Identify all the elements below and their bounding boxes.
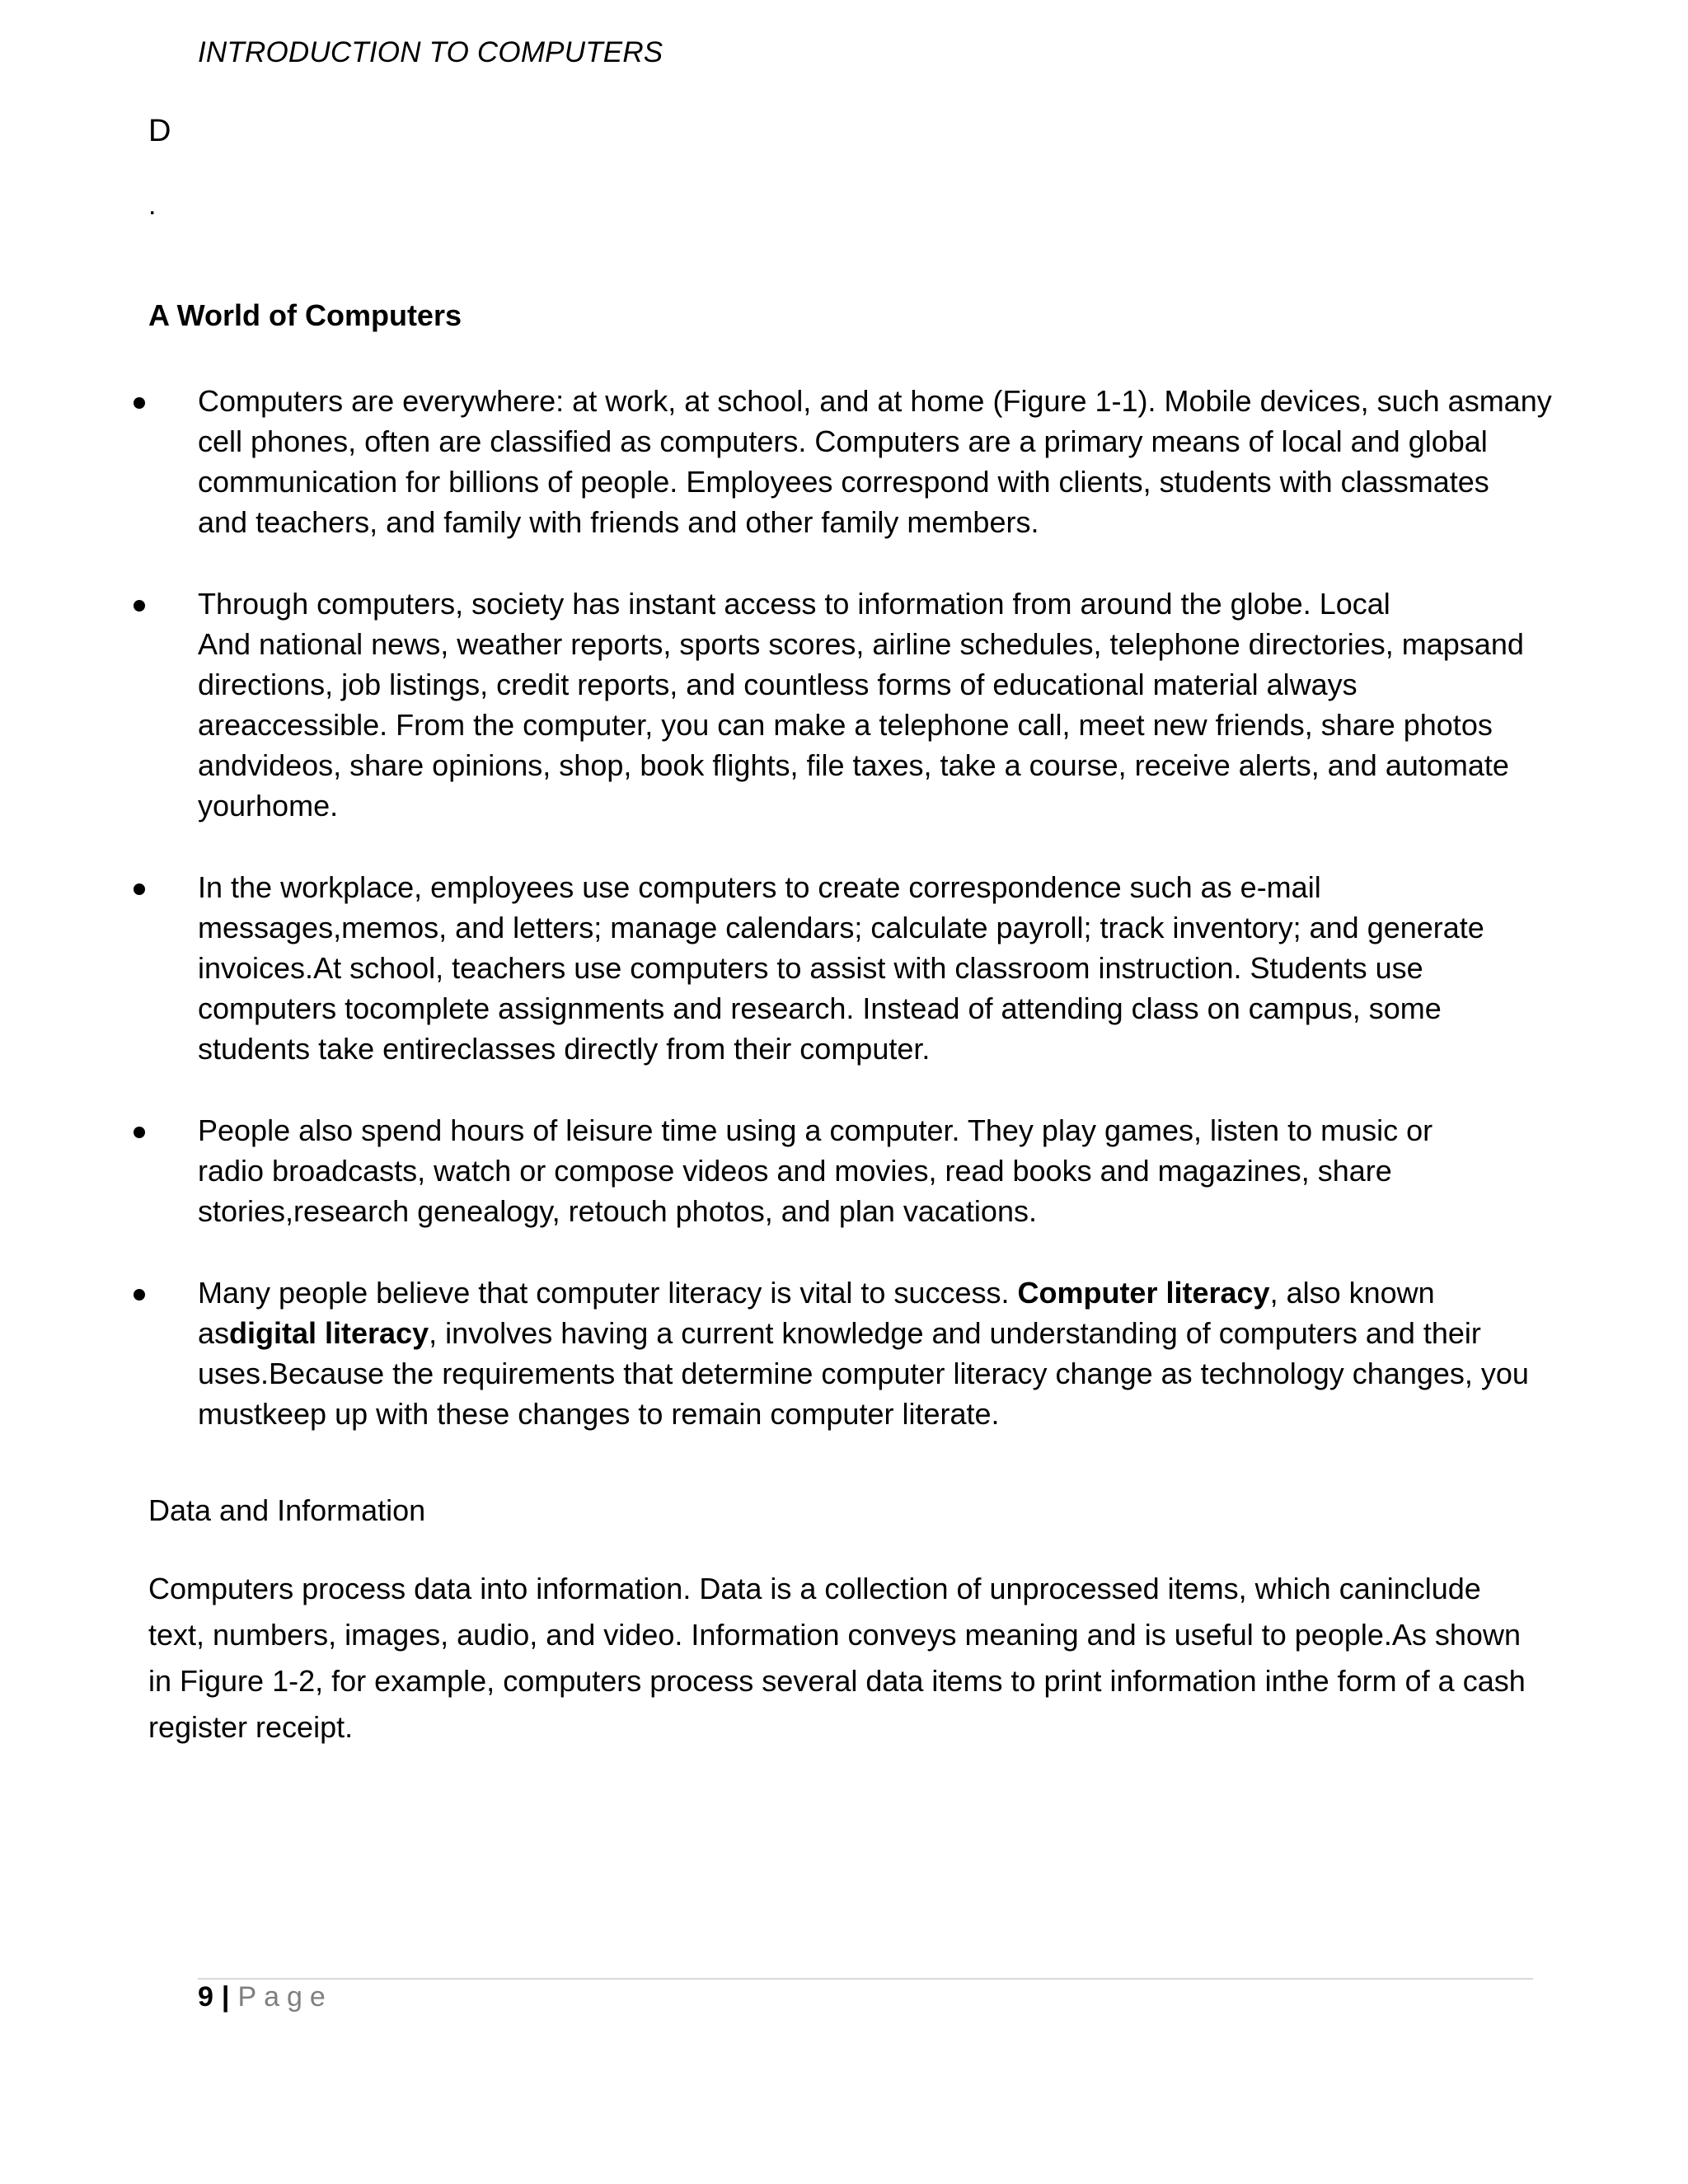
bullet-line (198, 664, 1574, 705)
text-run: Through computers, society has instant access to information from around the globe. Local (198, 587, 1390, 621)
bullet-line (198, 745, 1574, 785)
page-label: Page (237, 1981, 333, 2013)
paragraph-line: in Figure 1-2, for example, computers process several data items to print information inthe form of a cash (148, 1664, 1526, 1698)
text-run: messages,memos, and letters; manage calendars; calculate payroll; track inventory; and generate (198, 911, 1484, 944)
text-run: directions, job listings, credit reports, and countless forms of educational material always (198, 668, 1357, 701)
bullet-icon (134, 883, 145, 895)
paragraph-line: Computers process data into information. Data is a collection of unprocessed items, which caninclude (148, 1572, 1481, 1605)
bullet-icon (134, 1127, 145, 1138)
data-information-heading: Data and Information (148, 1493, 426, 1527)
paragraph-line: text, numbers, images, audio, and video. Information conveys meaning and is useful to people.As shown (148, 1618, 1521, 1652)
text-run: communication for billions of people. Employees correspond with clients, students with classmates (198, 465, 1489, 499)
bullet-line (198, 583, 1574, 624)
text-run: uses.Because the requirements that determine computer literacy change as technology changes, you (198, 1357, 1529, 1390)
bullet-item (0, 1272, 1574, 1434)
bullet-icon (134, 397, 145, 409)
bullet-line (198, 1313, 1574, 1353)
bullet-line (198, 785, 1574, 826)
text-run: invoices.At school, teachers use computers to assist with classroom instruction. Students use (198, 951, 1423, 985)
text-run: students take entireclasses directly from their computer. (198, 1032, 931, 1066)
text-run: And national news, weather reports, sports scores, airline schedules, telephone directories, mapsand (198, 627, 1524, 661)
bold-term: digital literacy (229, 1316, 429, 1350)
text-run: Many people believe that computer literacy is vital to success. (198, 1276, 1018, 1310)
bullet-line (198, 1029, 1574, 1069)
bullet-icon (134, 600, 145, 612)
bullet-line (198, 988, 1574, 1029)
section-heading: A World of Computers (148, 298, 462, 332)
text-run: yourhome. (198, 789, 339, 823)
text-run: cell phones, often are classified as computers. Computers are a primary means of local and global (198, 424, 1488, 458)
text-run: computers tocomplete assignments and research. Instead of attending class on campus, some (198, 991, 1442, 1025)
text-run: Computers are everywhere: at work, at school, and at home (Figure 1-1). Mobile devices, such asmany (198, 384, 1552, 418)
bullet-line (198, 1353, 1574, 1394)
bullet-line (198, 421, 1574, 462)
bullet-line (198, 502, 1574, 542)
bullet-line (198, 948, 1574, 988)
text-run: mustkeep up with these changes to remain computer literate. (198, 1397, 1000, 1431)
text-run: , also known (1269, 1276, 1435, 1310)
text-run: In the workplace, employees use computers to create correspondence such as e-mail (198, 870, 1321, 904)
footer-divider (198, 1978, 1533, 1980)
text-run: andvideos, share opinions, shop, book flights, file taxes, take a course, receive alerts, and automate (198, 748, 1509, 782)
text-run: radio broadcasts, watch or compose videos and movies, read books and magazines, share (198, 1154, 1392, 1188)
bullet-item (0, 381, 1574, 542)
bullet-line (198, 1272, 1574, 1313)
text-run: and teachers, and family with friends and other family members. (198, 505, 1039, 539)
text-run: as (198, 1316, 230, 1350)
footer-separator: | (221, 1981, 230, 2013)
bullet-item (0, 583, 1574, 826)
page-number: 9 (198, 1981, 213, 2013)
bullet-line (198, 462, 1574, 502)
bullet-line (198, 1191, 1574, 1231)
bullet-icon (134, 1289, 145, 1301)
bullet-line (198, 907, 1574, 948)
text-run: People also spend hours of leisure time using a computer. They play games, listen to music or (198, 1113, 1433, 1147)
bullet-line (198, 624, 1574, 664)
page-footer (198, 1981, 333, 2013)
stray-dot: . (148, 190, 157, 221)
bullet-line (198, 705, 1574, 745)
text-run: areaccessible. From the computer, you can make a telephone call, meet new friends, share photos (198, 708, 1493, 742)
bullet-item (0, 867, 1574, 1069)
bullet-line (198, 867, 1574, 907)
bullet-line (198, 381, 1574, 421)
text-run: , involves having a current knowledge and understanding of computers and their (429, 1316, 1481, 1350)
drop-letter: D (148, 114, 171, 148)
bullet-line (198, 1394, 1574, 1434)
paragraph-line: register receipt. (148, 1710, 354, 1744)
text-run: stories,research genealogy, retouch photos, and plan vacations. (198, 1194, 1037, 1228)
bullet-line (198, 1110, 1574, 1151)
bullet-list (0, 381, 1688, 1475)
data-information-paragraph (148, 1566, 1566, 1750)
bullet-item (0, 1110, 1574, 1231)
bold-term: Computer literacy (1017, 1276, 1270, 1310)
bullet-line (198, 1151, 1574, 1191)
running-header: INTRODUCTION TO COMPUTERS (198, 36, 663, 68)
